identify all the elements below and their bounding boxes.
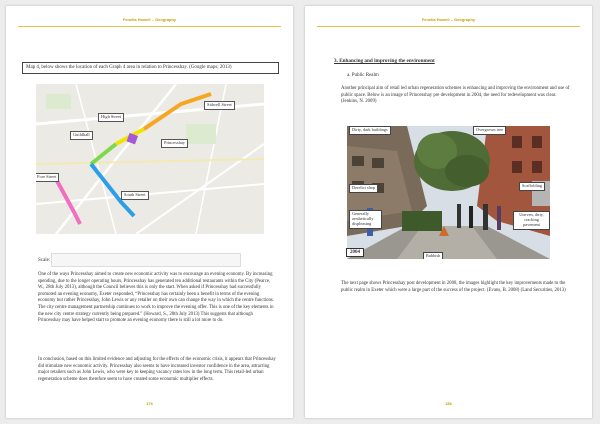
left-page [6, 6, 293, 418]
photo-label-derelict-shop: Derelict shop [349, 184, 378, 193]
right-page [305, 6, 592, 418]
photo-label-uneven-pavement: Uneven, dirty, cracking pavement [513, 211, 550, 230]
header-rule [317, 26, 580, 27]
page-header: Fenella Howell – Geography [421, 17, 476, 22]
scale-label: Scale: [38, 258, 51, 263]
photo-label-overgrown-tree: Overgrown tree [473, 126, 506, 135]
left-paragraph-2: In conclusion, based on this limited evidence and adjusting for the effects of the economic crisis, it appears that Princesshay did stimulate new economic activity. Princesshay also seems to have increased investor confidence in the area, attracting major retailers such as John Lewis, who were key to keeping vacancy rates low in the long term. This retail-led urban regeneration scheme does therefore seem to have created some economic multiplier effects. [38, 357, 276, 382]
street-photo [347, 126, 550, 259]
map-label-high-street: High Street [98, 113, 124, 122]
page-number: 176 [146, 401, 153, 406]
photo-label-dirty-buildings: Dirty, dark buildings [349, 126, 391, 135]
scale-bar [51, 253, 241, 267]
map-label-sidwell-street: Sidwell Street [204, 101, 235, 110]
page-number: 186 [445, 401, 452, 406]
header-rule [18, 26, 281, 27]
sub-heading: a. Public Realm [347, 73, 379, 78]
map-label-fore-street: Fore Street [36, 173, 59, 182]
map-caption: Map 4, below shows the location of each Graph 4 area in relation to Princesshay. (Google maps; 2013) [22, 62, 279, 74]
right-paragraph-1: Another principal aim of retail led urban regeneration schemes is enhancing and improving the environment and use of public space. Below is an image of Princesshay pre development in 2004, the need for redevelopment was clear. (Jenkins, N. 2009) [341, 86, 570, 105]
photo-label-aesthetically-displeasing: Generally aesthetically displeasing [349, 210, 382, 229]
photo-year-badge: 2004 [346, 248, 364, 257]
page-header: Fenella Howell – Geography [122, 17, 177, 22]
photo-label-rubbish: Rubbish [423, 252, 443, 259]
section-heading: 3. Enhancing and improving the environment [334, 58, 435, 64]
photo-label-scaffolding: Scaffolding [519, 182, 545, 191]
map-label-south-street: South Street [121, 191, 149, 200]
right-paragraph-2: The next page shows Princesshay post development in 2008, the images highlight the key improvements made to the public realm in Exeter which were a large part of the success of the project. (Evans, B. 2008) (Land Securities, 2013) [341, 281, 566, 293]
left-paragraph-1: One of the ways Princesshay aimed to create new economic activity was to encourage an evening economy. By increasing spending, due to the longer operating hours, Princesshay has generated ten additional restaurants within the City (Pearce, W., 28th July 2013), although the Council believes this is only the start. When asked if Princesshay had successfully promoted an evening economy, Exeter responded, “Princesshay has certainly been a benefit in terms of the evening economy but rather Princesshay, John Lewis or any retailer on their own can change the way in which the centre functions. The city centre management partnership continues to work to improve the evening offer. This is one of the key elements in the new city centre strategy currently being prepared.” (Howard, S., 28th July 2013) This suggests that although Princesshay may have helped start to promote an evening economy there is still a lot more to do. [38, 272, 274, 324]
map-label-guildhall: Guildhall [70, 131, 93, 140]
map-label-princesshay: Princesshay [161, 139, 188, 148]
map-image [36, 84, 264, 234]
